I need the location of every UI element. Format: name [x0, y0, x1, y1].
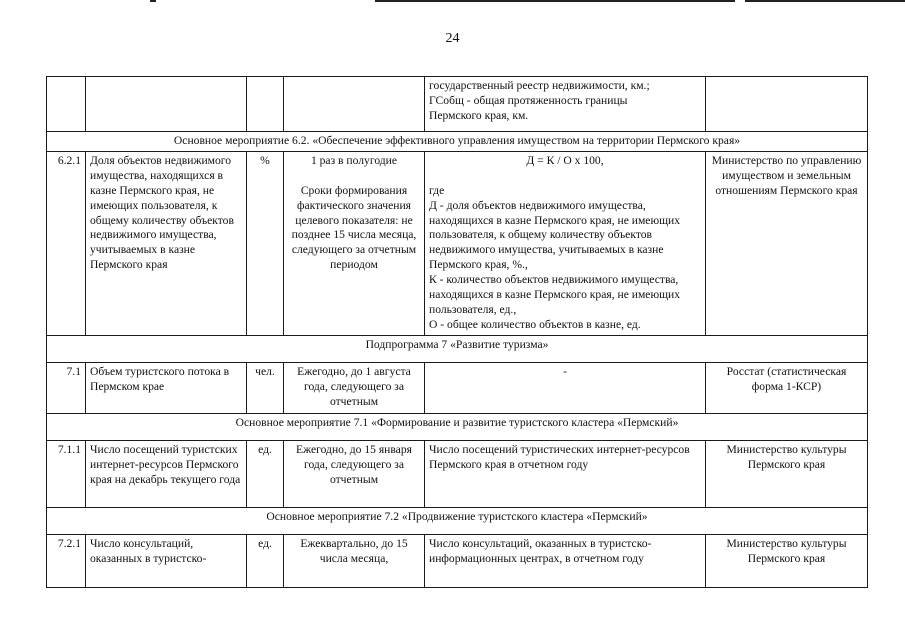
- responsible-cell: Министерство по управлению имуществом и земельным отношениям Пермского края: [706, 151, 868, 335]
- unit-cell: чел.: [247, 362, 284, 413]
- indicator-cell: Число консультаций, оказанных в туристско-: [86, 534, 247, 587]
- frequency-cell: Ежеквартально, до 15 числа месяца,: [284, 534, 425, 587]
- frequency-cell: Ежегодно, до 15 января года, следующего за отчетным: [284, 440, 425, 507]
- page-number: 24: [445, 31, 460, 46]
- table-row: [47, 440, 868, 507]
- unit-cell: [247, 77, 284, 132]
- frequency-cell: 1 раз в полугодие Сроки формирования фактического значения целевого показателя: не позднее 15 числа месяца, следующего за отчетным периодом: [284, 151, 425, 335]
- responsible-cell: [706, 77, 868, 132]
- number-cell: [47, 77, 86, 132]
- indicator-cell: [86, 77, 247, 132]
- indicator-cell: Число посещений туристских интернет-ресурсов Пермского края на декабрь текущего года: [86, 440, 247, 507]
- table-row: [47, 362, 868, 413]
- responsible-cell: Министерство культуры Пермского края: [706, 534, 868, 587]
- indicators-table: [46, 76, 868, 588]
- number-cell: 7.1: [47, 362, 86, 413]
- table-row: [47, 77, 868, 132]
- section-7-2-title: Основное мероприятие 7.2 «Продвижение туристского кластера «Пермский»: [47, 507, 868, 534]
- number-cell: 7.1.1: [47, 440, 86, 507]
- indicator-cell: Объем туристского потока в Пермском крае: [86, 362, 247, 413]
- formula-cell: Число посещений туристических интернет-ресурсов Пермского края в отчетном году: [425, 440, 706, 507]
- indicator-cell: Доля объектов недвижимого имущества, находящихся в казне Пермского края, не имеющих пользователя, к общему количеству объектов недвижимого имущества, учитываемых в казне Пермского края: [86, 151, 247, 335]
- formula-cell: Число консультаций, оказанных в туристско-информационных центрах, в отчетном году: [425, 534, 706, 587]
- section-header-row: [47, 132, 868, 152]
- top-edge-line: [150, 0, 156, 2]
- formula-main: Д = К / О х 100,: [526, 153, 604, 167]
- subprogram-7-title: Подпрограмма 7 «Развитие туризма»: [47, 335, 868, 362]
- formula-description: где Д - доля объектов недвижимого имущества, находящихся в казне Пермского края, не имеющих пользователя, к общему количеству объектов недвижимого имущества, учитываемых в казне Пермского края, %., К - количество объектов недвижимого имущества, находящихся в казне Пермского края, не имеющих пользователя, ед., О - общее количество объектов в казне, ед.: [429, 183, 681, 331]
- frequency-cell: Ежегодно, до 1 августа года, следующего за отчетным: [284, 362, 425, 413]
- unit-cell: ед.: [247, 440, 284, 507]
- section-7-1-title: Основное мероприятие 7.1 «Формирование и развитие туристского кластера «Пермский»: [47, 413, 868, 440]
- table-row: [47, 151, 868, 335]
- section-header-row: [47, 507, 868, 534]
- section-6-2-title: Основное мероприятие 6.2. «Обеспечение эффективного управления имуществом на территории Пермского края»: [47, 132, 868, 152]
- frequency-cell: [284, 77, 425, 132]
- formula-cell: -: [425, 362, 706, 413]
- number-cell: 6.2.1: [47, 151, 86, 335]
- top-edge-line: [375, 0, 735, 2]
- number-cell: 7.2.1: [47, 534, 86, 587]
- subprogram-header-row: [47, 335, 868, 362]
- top-edge-line: [745, 0, 905, 2]
- table-row: [47, 534, 868, 587]
- responsible-cell: Росстат (статистическая форма 1-КСР): [706, 362, 868, 413]
- responsible-cell: Министерство культуры Пермского края: [706, 440, 868, 507]
- section-header-row: [47, 413, 868, 440]
- formula-cell: [425, 151, 706, 335]
- formula-cell: государственный реестр недвижимости, км.; ГСобщ - общая протяженность границы Пермского края, км.: [425, 77, 706, 132]
- unit-cell: %: [247, 151, 284, 335]
- unit-cell: ед.: [247, 534, 284, 587]
